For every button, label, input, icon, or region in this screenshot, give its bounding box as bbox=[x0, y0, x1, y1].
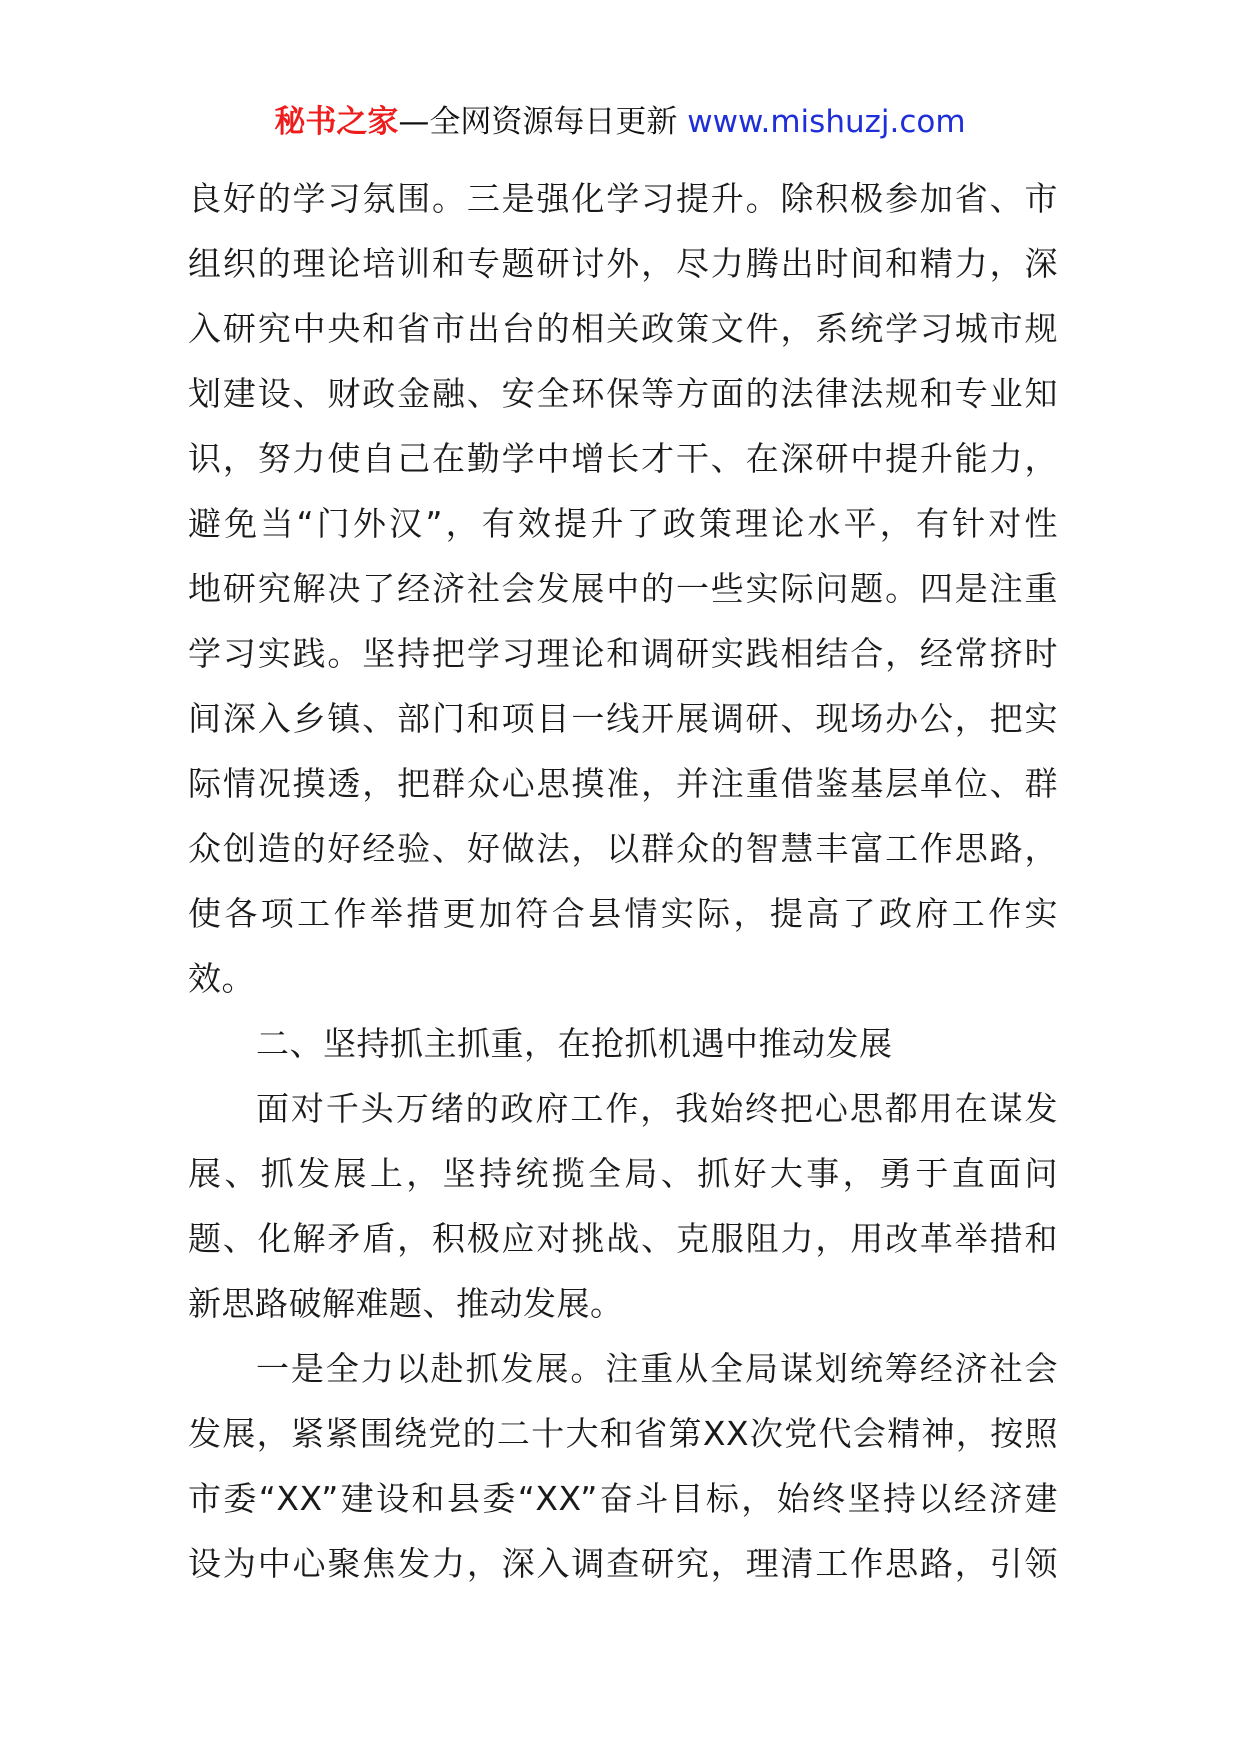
body-line: 地研究解决了经济社会发展中的一些实际问题。四是注重 bbox=[188, 569, 1058, 608]
body-line: 一是全力以赴抓发展。注重从全局谋划统筹经济社会 bbox=[256, 1349, 1058, 1388]
body-line: 学习实践。坚持把学习理论和调研实践相结合，经常挤时 bbox=[188, 634, 1058, 673]
body-line: 际情况摸透，把群众心思摸准，并注重借鉴基层单位、群 bbox=[188, 764, 1058, 803]
body-line: 发展，紧紧围绕党的二十大和省第XX次党代会精神，按照 bbox=[188, 1414, 1058, 1453]
body-line: 划建设、财政金融、安全环保等方面的法律法规和专业知 bbox=[188, 374, 1058, 413]
body-line: 众创造的好经验、好做法，以群众的智慧丰富工作思路， bbox=[188, 829, 1058, 868]
body-line: 面对千头万绪的政府工作，我始终把心思都用在谋发 bbox=[256, 1089, 1058, 1128]
body-line: 组织的理论培训和专题研讨外，尽力腾出时间和精力，深 bbox=[188, 244, 1058, 283]
document-body bbox=[188, 166, 1058, 1596]
header-url-link[interactable]: www.mishuzj.com bbox=[687, 104, 966, 140]
body-line: 市委“XX”建设和县委“XX”奋斗目标，始终坚持以经济建 bbox=[188, 1479, 1058, 1518]
body-line: 良好的学习氛围。三是强化学习提升。除积极参加省、市 bbox=[188, 179, 1058, 218]
header-tagline: —全网资源每日更新 bbox=[398, 104, 688, 140]
page-header bbox=[0, 100, 1240, 144]
body-line: 使各项工作举措更加符合县情实际，提高了政府工作实 bbox=[188, 894, 1058, 933]
header-brand: 秘书之家 bbox=[274, 104, 399, 140]
body-line: 识，努力使自己在勤学中增长才干、在深研中提升能力， bbox=[188, 439, 1058, 478]
body-line: 间深入乡镇、部门和项目一线开展调研、现场办公，把实 bbox=[188, 699, 1058, 738]
body-line: 设为中心聚焦发力，深入调查研究，理清工作思路，引领 bbox=[188, 1544, 1058, 1583]
body-line: 入研究中央和省市出台的相关政策文件，系统学习城市规 bbox=[188, 309, 1058, 348]
body-line: 展、抓发展上，坚持统揽全局、抓好大事，勇于直面问 bbox=[188, 1154, 1058, 1193]
body-line: 效。 bbox=[188, 959, 255, 998]
body-line: 题、化解矛盾，积极应对挑战、克服阻力，用改革举措和 bbox=[188, 1219, 1058, 1258]
section-heading: 二、坚持抓主抓重，在抢抓机遇中推动发展 bbox=[256, 1024, 893, 1063]
body-line: 新思路破解难题、推动发展。 bbox=[188, 1284, 624, 1323]
body-line: 避免当“门外汉”，有效提升了政策理论水平，有针对性 bbox=[188, 504, 1058, 543]
